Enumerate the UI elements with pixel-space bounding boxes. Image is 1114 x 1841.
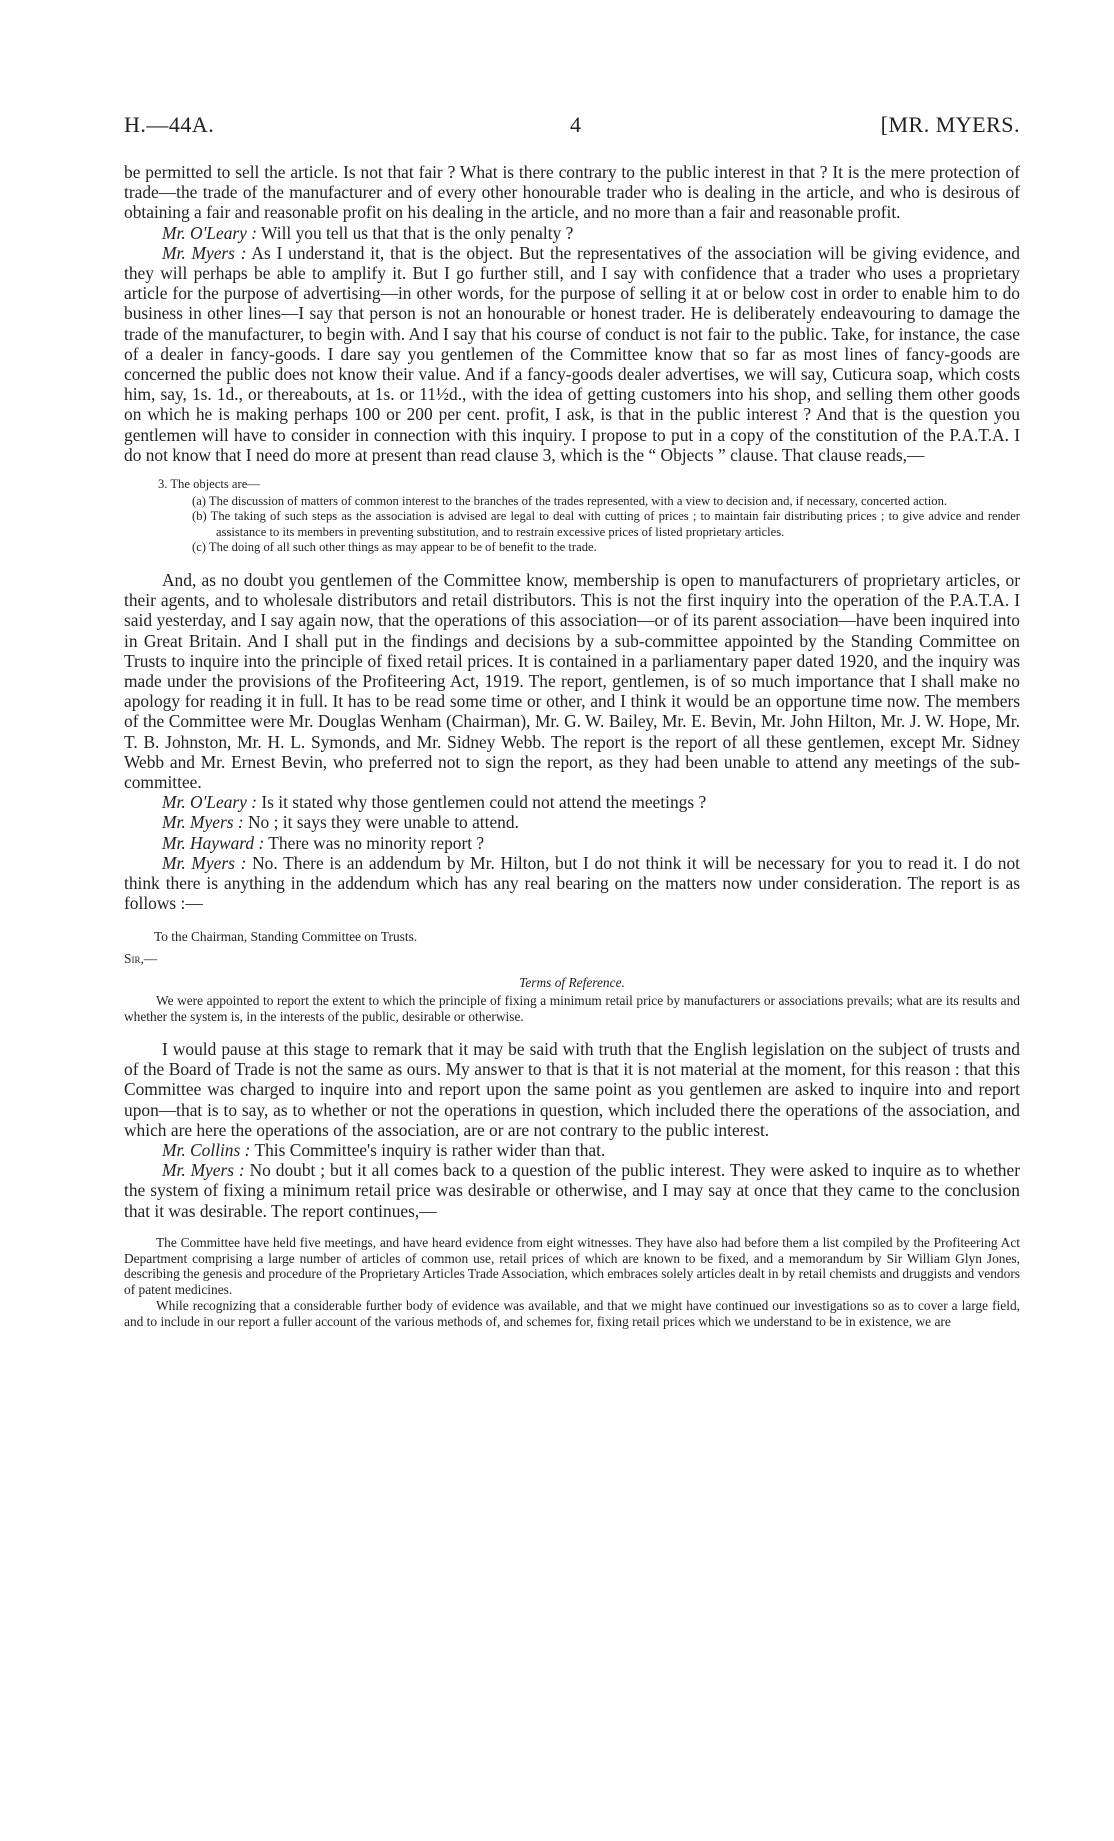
speaker-name: Mr. O'Leary : xyxy=(162,222,258,243)
report-paragraph: While recognizing that a considerable further body of evidence was available, and that we might have continued our investigations so as to cover a large field, and to include in our report a fuller account of the various methods of, and schemes for, fixing retail prices which we understand to be in existence, we are xyxy=(124,1298,1020,1329)
speaker-name: Mr. O'Leary : xyxy=(162,792,258,813)
dialogue-paragraph xyxy=(124,792,1020,812)
dialogue-paragraph xyxy=(124,853,1020,914)
speaker-heading: [MR. MYERS. xyxy=(880,112,1020,137)
clause-item: (c) The doing of all such other things as may appear to be of benefit to the trade. xyxy=(192,540,597,555)
dialogue-paragraph xyxy=(124,243,1020,465)
speech-text: This Committee's inquiry is rather wider than that. xyxy=(250,1140,606,1161)
page-header xyxy=(124,112,1020,142)
addressee-line: To the Chairman, Standing Committee on Trusts. xyxy=(154,929,418,945)
terms-of-reference-text: We were appointed to report the extent to which the principle of fixing a minimum retail price by manufacturers or associations prevails; what are its results and whether the system is, in the interests of the public, desirable or otherwise. xyxy=(124,993,1020,1025)
dialogue-paragraph xyxy=(124,1140,1020,1160)
speaker-name: Mr. Myers : xyxy=(162,812,244,833)
speech-text: There was no minority report ? xyxy=(264,832,485,853)
report-paragraph: The Committee have held five meetings, and have heard evidence from eight witnesses. They have also had before them a list compiled by the Profiteering Act Department comprising a large number of articles of common use, retail prices of which are known to be fixed, and a memorandum by Sir William Glyn Jones, describing the genesis and procedure of the Proprietary Articles Trade Association, which embraces solely articles dealt in by retail chemists and druggists and vendors of patent medicines. xyxy=(124,1234,1020,1298)
paragraph: I would pause at this stage to remark that it may be said with truth that the English legislation on the subject of trusts and of the Board of Trade is not the same as ours. My answer to that is that it is not material at the moment, for this reason : that this Committee was charged to inquire into and report upon the same point as you gentlemen are asked to inquire into and report upon—that is to say, as to whether or not the operations in question, which included there the operations of the association, and which are here the operations of the association, are or are not contrary to the public interest. xyxy=(124,1039,1020,1140)
speech-text: Is it stated why those gentlemen could not attend the meetings ? xyxy=(257,792,707,813)
speech-text: No. There is an addendum by Mr. Hilton, but I do not think it will be necessary for you to read it. I do not think there is anything in the addendum which has any real bearing on the matters now under consideration. The report is as follows :— xyxy=(124,852,1021,914)
dialogue-paragraph xyxy=(124,1160,1020,1221)
dialogue-paragraph xyxy=(124,223,1020,243)
speech-text: Will you tell us that that is the only penalty ? xyxy=(257,222,574,243)
speech-text: As I understand it, that is the object. But the representatives of the association will be giving evidence, and they will perhaps be able to amplify it. But I go further still, and I say with confidence that a trader who uses a proprietary article for the purpose of advertising—in other words, for the purpose of selling it at or below cost in order to enable him to do business in other lines—I say that person is not an honourable or honest trader. He is deliberately endeavouring to damage the trade of the manufacturer, to begin with. And I say that his course of conduct is not fair to the public. Take, for instance, the case of a dealer in fancy-goods. I dare say you gentlemen of the Committee know that so far as most lines of fancy-goods are concerned the public does not know their value. And if a fancy-goods dealer advertises, we will say, Cuticura soap, which costs him, say, 1s. 1d., or thereabouts, at 1s. or 11½d., with the idea of getting customers into his shop, and selling them other goods on which he is making perhaps 100 or 200 per cent. profit, I ask, is that in the public interest ? And that is the question you gentlemen will have to consider in connection with this inquiry. I propose to put in a copy of the constitution of the P.A.T.A. I do not know that I need do more at present than read clause 3, which is the “ Objects ” clause. That clause reads,— xyxy=(124,242,1020,465)
dialogue-paragraph xyxy=(124,812,1020,832)
speech-text: No doubt ; but it all comes back to a question of the public interest. They were asked to inquire as to whether the system of fixing a minimum retail price was desirable or otherwise, and I may say at once that they came to the conclusion that it was desirable. The report continues,— xyxy=(124,1160,1020,1221)
document-body xyxy=(124,162,1020,1330)
section-heading: Terms of Reference. xyxy=(519,975,625,991)
speaker-name: Mr. Myers : xyxy=(162,852,247,873)
salutation: Sir,— xyxy=(124,951,158,967)
document-reference: H.—44A. xyxy=(124,112,215,137)
clause-item: (b) The taking of such steps as the association is advised are legal to deal with cutting of prices ; to maintain fair distributing prices ; to give advice and render assistance to its members in preventing substitution, and to restrain excessive prices of listed proprietary articles. xyxy=(192,509,1020,539)
paragraph-continuation: be permitted to sell the article. Is not that fair ? What is there contrary to the public interest in that ? It is the mere protection of trade—the trade of the manufacturer and of every other honourable trader who is dealing in the article, and who is desirous of obtaining a fair and reasonable profit on his dealing in the article, and no more than a fair and reasonable profit. xyxy=(124,162,1020,223)
speaker-name: Mr. Myers : xyxy=(162,1160,245,1181)
page-number: 4 xyxy=(570,112,582,137)
clause-item: (a) The discussion of matters of common interest to the branches of the trades represented, with a view to decision and, if necessary, concerted action. xyxy=(192,493,948,508)
speaker-name: Mr. Myers : xyxy=(162,242,247,263)
dialogue-paragraph xyxy=(124,833,1020,853)
speech-text: No ; it says they were unable to attend. xyxy=(243,812,519,833)
clause-heading: 3. The objects are— xyxy=(158,477,260,492)
clause-quote xyxy=(124,477,1020,556)
speaker-name: Mr. Collins : xyxy=(162,1140,251,1161)
paragraph: And, as no doubt you gentlemen of the Committee know, membership is open to manufacturers of proprietary articles, or their agents, and to wholesale distributors and retail distributors. This is not the first inquiry into the operation of the P.A.T.A. I said yesterday, and I say again now, that the operations of this association—or of its parent association—have been inquired into in Great Britain. And I shall put in the findings and decisions by a sub-committee appointed by the Standing Committee on Trusts to inquire into the principle of fixed retail prices. It is contained in a parliamentary paper dated 1920, and the inquiry was made under the provisions of the Profiteering Act, 1919. The report, gentlemen, is of so much importance that I shall make no apology for reading it in full. It has to be read some time or other, and I think it would be an opportune time now. The members of the Committee were Mr. Douglas Wenham (Chairman), Mr. G. W. Bailey, Mr. E. Bevin, Mr. John Hilton, Mr. J. W. Hope, Mr. T. B. Johnston, Mr. H. L. Symonds, and Mr. Sidney Webb. The report is the report of all these gentlemen, except Mr. Sidney Webb and Mr. Ernest Bevin, who preferred not to sign the report, as they had been unable to attend any meetings of the sub-committee. xyxy=(124,570,1020,793)
speaker-name: Mr. Hayward : xyxy=(162,832,265,853)
